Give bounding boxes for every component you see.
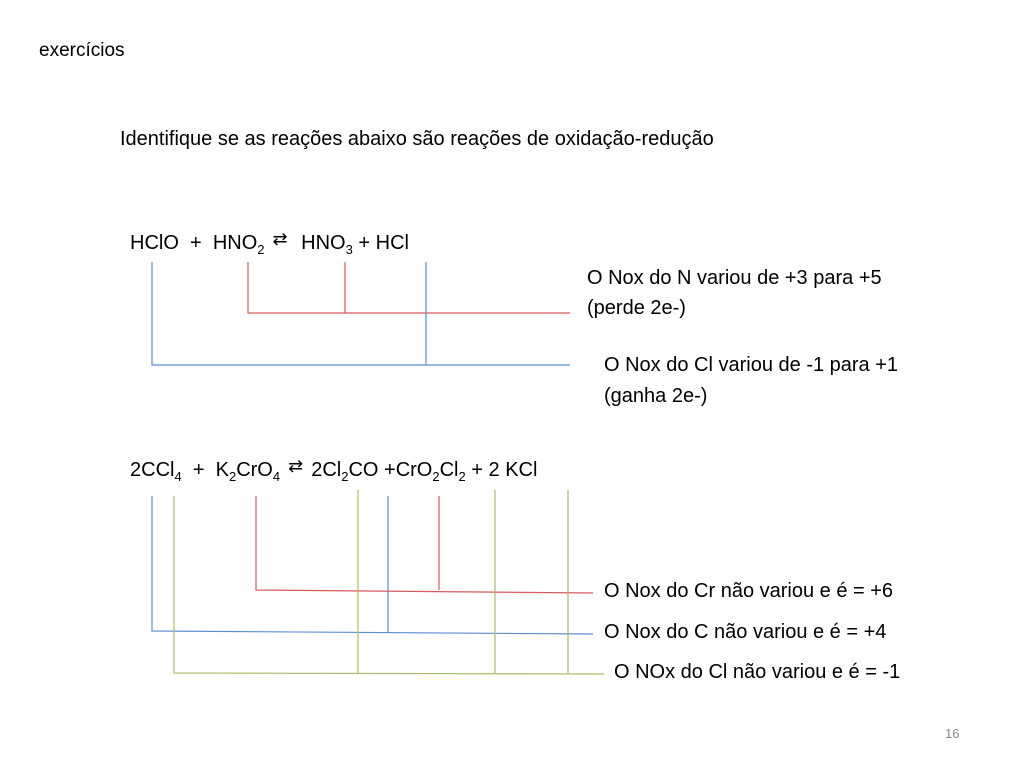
blue-bracket-c <box>152 496 593 634</box>
header-label: exercícios <box>39 40 125 61</box>
note-cl-line1: O Nox do Cl variou de -1 para +1 <box>604 354 899 376</box>
note-cl-line2: (ganha 2e-) <box>604 385 708 407</box>
red-bracket-cr <box>256 496 593 593</box>
note-n-line2: (perde 2e-) <box>587 297 686 319</box>
equilibrium-arrow-icon: ⇄ <box>272 229 288 249</box>
equilibrium-arrow-icon: ⇄ <box>288 456 304 476</box>
note-c: O Nox do C não variou e é = +4 <box>604 621 887 643</box>
note-cl: O NOx do Cl não variou e é = -1 <box>614 661 901 683</box>
note-cr: O Nox do Cr não variou e é = +6 <box>604 580 894 602</box>
red-bracket-n <box>248 262 570 313</box>
page-number: 16 <box>945 726 960 741</box>
reaction-1-equation: HClO + $HNO_2⇄$ $HNO_3$ + HCl <box>130 229 409 257</box>
green-bracket-cl <box>174 496 604 674</box>
note-n-line1: O Nox do N variou de +3 para +5 <box>587 267 882 289</box>
instruction-text: Identifique se as reações abaixo são reações de oxidação-redução <box>120 128 714 150</box>
reaction-2-equation: $2CCl_4 + K_2CrO_4⇄$ $2Cl_2CO +CrO_2Cl_2 + 2$ KCl <box>130 456 538 484</box>
